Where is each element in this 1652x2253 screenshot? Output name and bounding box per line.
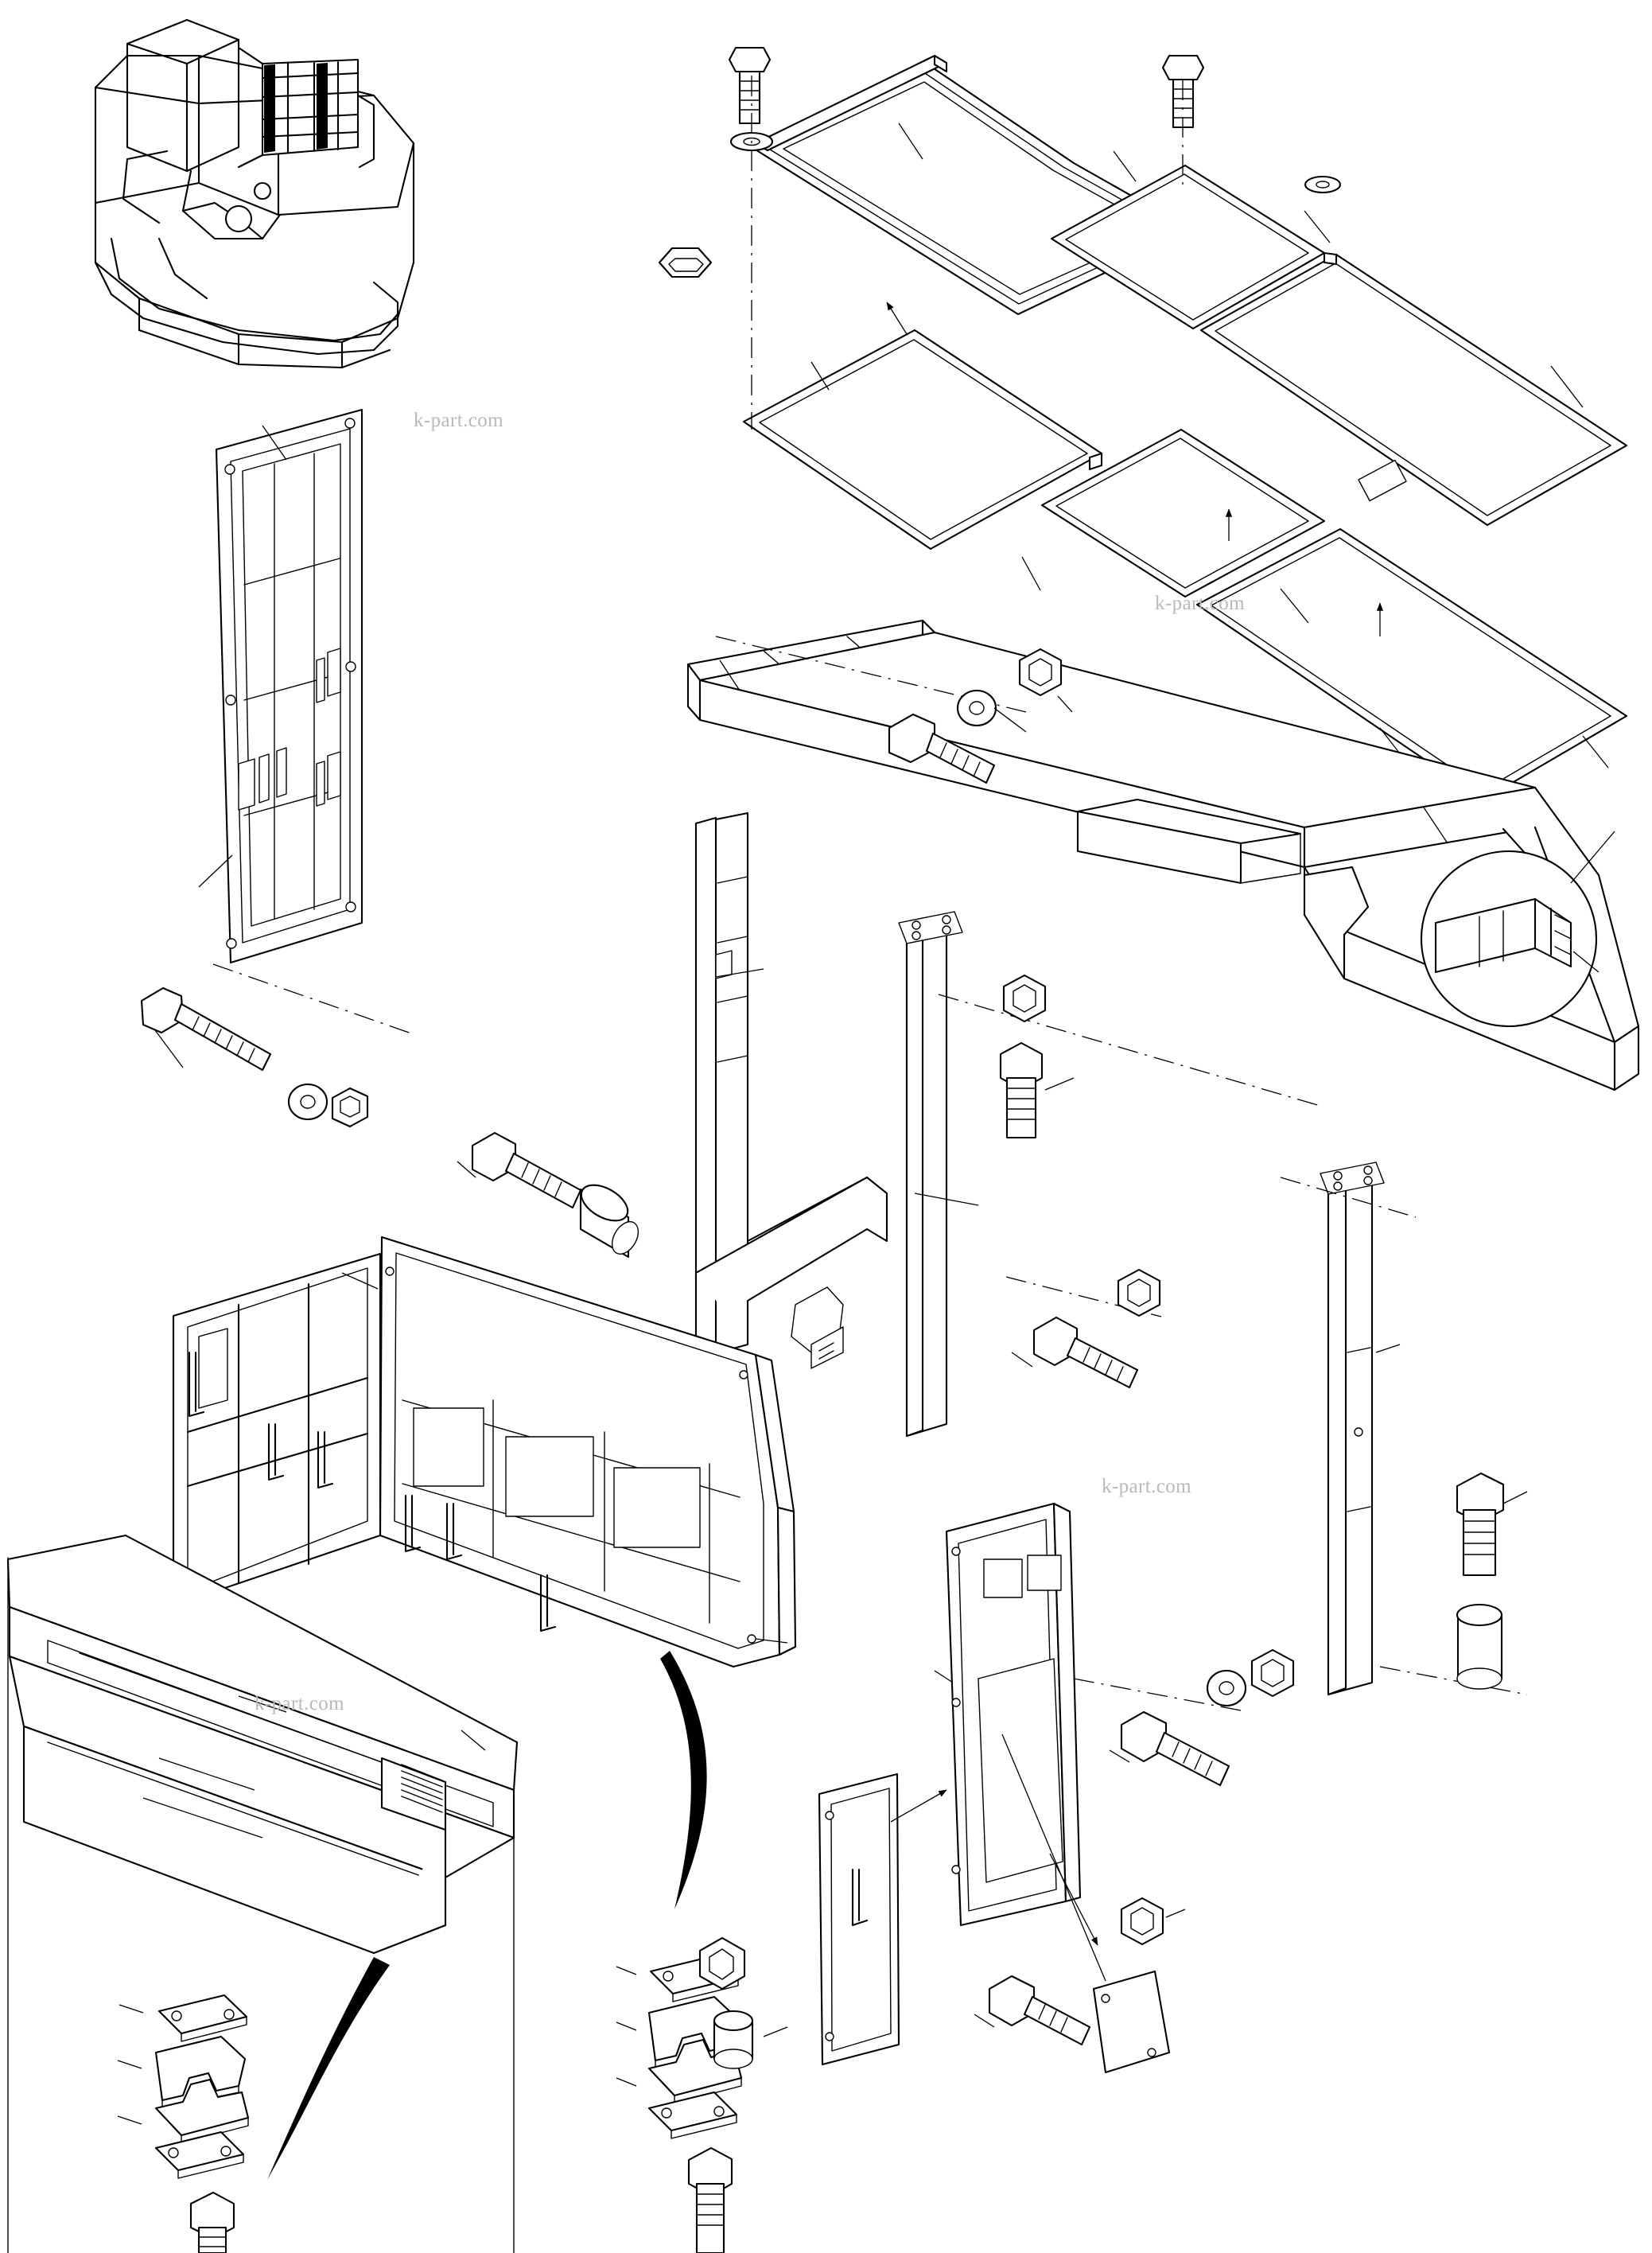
mount-bracket-stack-left — [118, 1995, 248, 2253]
watermark: k-part.com — [255, 1693, 344, 1714]
frame-fastener-cluster-e — [1457, 1473, 1527, 1689]
hex-bolt — [142, 988, 270, 1070]
spacer-sleeve — [714, 2011, 752, 2068]
flat-washer — [958, 691, 996, 726]
bracket-base-plate — [156, 2132, 243, 2178]
hex-nut — [659, 248, 711, 277]
side-grille-panel — [199, 410, 362, 963]
bracket-base-plate — [649, 2092, 737, 2138]
hex-nut — [1121, 1898, 1163, 1944]
spacer-sleeve — [1457, 1605, 1502, 1689]
hex-bolt — [729, 48, 770, 123]
hex-nut — [332, 1088, 367, 1126]
excavator-overview-inset — [95, 20, 414, 368]
hex-nut — [1004, 975, 1045, 1021]
hex-bolt — [689, 2148, 732, 2253]
watermark: k-part.com — [414, 410, 503, 431]
watermark: k-part.com — [1155, 593, 1245, 614]
hex-bolt — [989, 1976, 1090, 2045]
frame-fastener-cluster-d — [1012, 1270, 1160, 1387]
hex-bolt — [191, 2193, 234, 2253]
spacer-sleeve — [575, 1177, 643, 1259]
frame-fastener-cluster-b — [1001, 975, 1074, 1138]
hex-nut — [1118, 1270, 1160, 1316]
hex-nut — [1252, 1650, 1293, 1696]
frame-fastener-cluster-c — [457, 1133, 643, 1259]
flat-washer — [1305, 177, 1340, 193]
mount-bracket-stack-center — [616, 1938, 787, 2253]
flat-washer — [1207, 1671, 1246, 1706]
bracket-base-plate — [159, 1995, 247, 2041]
hex-bolt — [1001, 1043, 1042, 1138]
left-bolt-assembly — [142, 988, 367, 1126]
hex-bolt — [472, 1133, 581, 1208]
highlighted-cab-frame — [239, 48, 374, 167]
roof-panel-4 — [744, 330, 1102, 549]
lower-rail-beam — [8, 1535, 517, 2253]
hex-bolt — [1034, 1317, 1137, 1387]
watermark: k-part.com — [1102, 1476, 1191, 1497]
hex-bolt — [1121, 1712, 1229, 1785]
hex-nut — [1020, 649, 1061, 695]
flat-washer — [289, 1084, 327, 1119]
hex-bolt — [1457, 1473, 1503, 1575]
